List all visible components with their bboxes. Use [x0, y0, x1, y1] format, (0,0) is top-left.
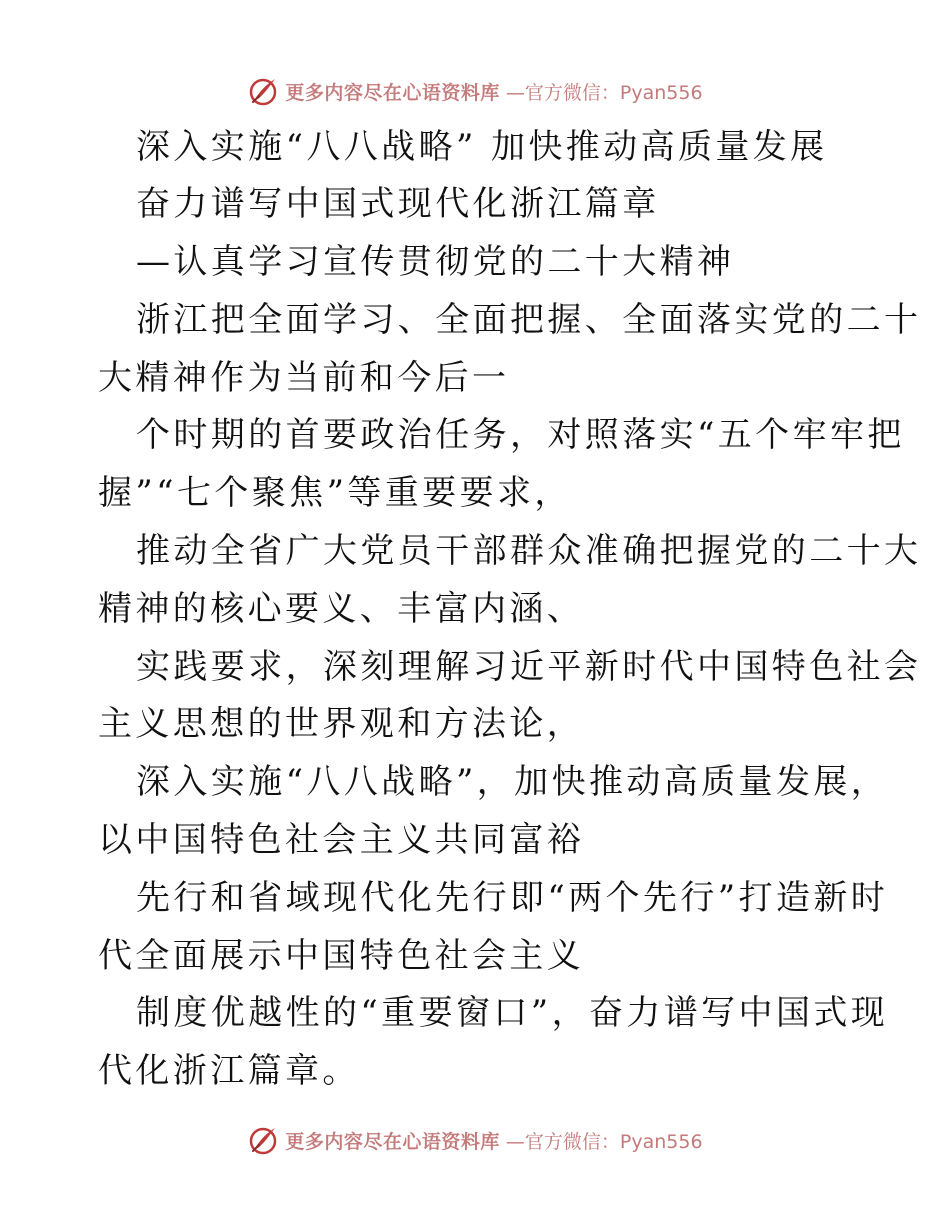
- paragraph-line: 实践要求，深刻理解习近平新时代中国特色社会: [136, 647, 922, 687]
- banner-library-text: 更多内容尽在心语资料库: [285, 81, 500, 104]
- doc-title-line-1: 深入实施“八八战略” 加快推动高质量发展: [136, 127, 828, 167]
- banner-wechat-text: —官方微信：Pyan556: [505, 1130, 703, 1153]
- header-banner: [0, 71, 950, 111]
- paragraph-line: 代全面展示中国特色社会主义: [98, 936, 585, 976]
- paragraph-line: 精神的核心要义、丰富内涵、: [98, 589, 585, 629]
- banner-wechat-text: —官方微信：Pyan556: [505, 81, 703, 104]
- paragraph-line: 推动全省广大党员干部群众准确把握党的二十大: [136, 531, 922, 571]
- doc-title-line-2: 奋力谱写中国式现代化浙江篇章: [136, 184, 660, 224]
- doc-subtitle: —认真学习宣传贯彻党的二十大精神: [136, 242, 735, 282]
- banner-content: [247, 75, 702, 107]
- paragraph-line: 浙江把全面学习、全面把握、全面落实党的二十: [136, 300, 922, 340]
- footer-banner: [0, 1120, 950, 1160]
- paragraph-line: 主义思想的世界观和方法论，: [98, 704, 585, 744]
- paragraph-line: 握”“七个聚焦”等重要要求，: [98, 473, 572, 513]
- paragraph-line: 深入实施“八八战略”，加快推动高质量发展，: [136, 762, 889, 802]
- banner-content: [247, 1124, 702, 1156]
- banner-library-text: 更多内容尽在心语资料库: [285, 1130, 500, 1153]
- paragraph-line: 以中国特色社会主义共同富裕: [98, 820, 585, 860]
- paragraph-line: 大精神作为当前和今后一: [98, 358, 510, 398]
- quill-logo-icon: [247, 75, 279, 107]
- quill-logo-icon: [247, 1124, 279, 1156]
- paragraph-line: 制度优越性的“重要窗口”，奋力谱写中国式现: [136, 993, 889, 1033]
- paragraph-line: 个时期的首要政治任务，对照落实“五个牢牢把: [136, 415, 905, 455]
- paragraph-line: 代化浙江篇章。: [98, 1051, 360, 1091]
- paragraph-line: 先行和省域现代化先行即“两个先行”打造新时: [136, 878, 889, 918]
